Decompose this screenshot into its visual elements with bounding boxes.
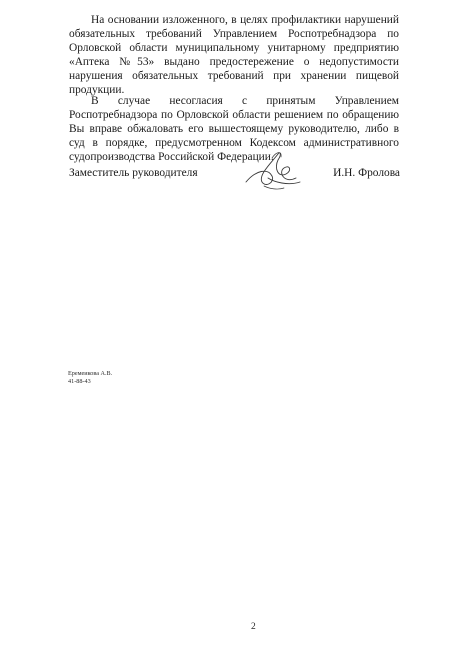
signature-block — [69, 163, 400, 193]
body-paragraph: На основании изложенного, в целях профилактики нарушений обязательных требований Управлением Роспотребнадзора по Орловской области муниципальному унитарному предприятию «Аптека №53» выдано предостережение о недопустимости нарушения обязательных требований при хранении пищевой продукции. — [69, 14, 399, 97]
body-paragraph: В случае несогласия с принятым Управлением Роспотребнадзора по Орловской области решением по обращению Вы вправе обжаловать его вышестоящему руководителю, либо в суд в порядке, предусмотренном Кодексом административного судопроизводства Российской Федерации. — [69, 95, 399, 164]
page-number: 2 — [251, 622, 256, 632]
executor-name: Еремеикова А.В. — [68, 370, 113, 377]
signatory-position: Заместитель руководителя — [69, 167, 198, 179]
signatory-name: И.Н. Фролова — [333, 167, 400, 179]
handwritten-signature — [238, 148, 308, 198]
executor-info — [68, 370, 112, 386]
executor-phone: 41-88-43 — [68, 378, 91, 385]
